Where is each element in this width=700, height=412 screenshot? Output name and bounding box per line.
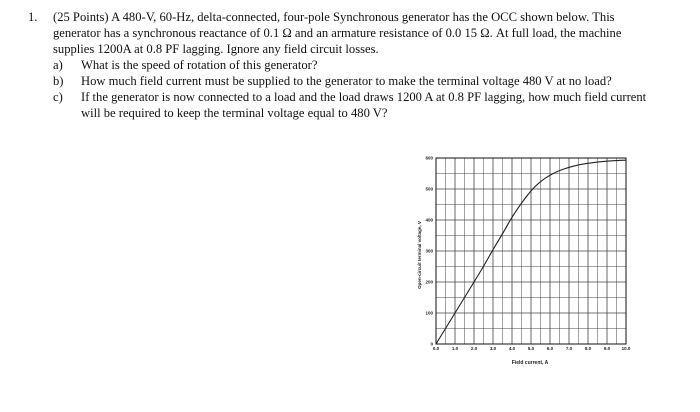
y-axis-label: Open-circuit terminal voltage, V bbox=[417, 221, 422, 289]
part-b-letter: b) bbox=[53, 74, 64, 88]
part-a-letter: a) bbox=[53, 58, 63, 72]
y-tick-label: 0 bbox=[430, 341, 433, 347]
part-c-letter: c) bbox=[53, 90, 63, 104]
y-tick-label: 600 bbox=[425, 155, 433, 161]
x-tick-label: 1.0 bbox=[451, 346, 459, 351]
part-a-text: What is the speed of rotation of this generator? bbox=[81, 58, 318, 72]
x-tick-label: 7.0 bbox=[565, 346, 573, 351]
x-tick-label: 4.0 bbox=[508, 346, 516, 351]
part-b-text: How much field current must be supplied to the generator to make the terminal voltage 480 V at no load? bbox=[81, 74, 612, 88]
x-tick-label: 10.0 bbox=[621, 346, 631, 351]
y-tick-label: 300 bbox=[425, 248, 433, 254]
x-tick-label: 2.0 bbox=[470, 346, 478, 351]
x-tick-label: 5.0 bbox=[527, 346, 535, 351]
x-tick-label: 9.0 bbox=[603, 346, 611, 351]
problem-number: 1. bbox=[28, 10, 38, 24]
problem-statement: (25 Points) A 480-V, 60-Hz, delta-connected, four-pole Synchronous generator has the OCC shown below. This generator has a synchronous reactance of 0.1 Ω and an armature resistance of 0.0 15 Ω. At full load, the machine supplies 1200A at 0.8 PF lagging. Ignore any field circuit losses. bbox=[53, 10, 622, 56]
x-tick-label: 3.0 bbox=[489, 346, 497, 351]
y-tick-label: 500 bbox=[425, 186, 433, 192]
grid-lines bbox=[436, 158, 626, 344]
part-c-text: If the generator is now connected to a load and the load draws 1200 A at 0.8 PF lagging, how much field current will be required to keep the terminal voltage equal to 480 V? bbox=[81, 90, 647, 120]
y-tick-label: 400 bbox=[425, 217, 433, 223]
tick-labels bbox=[425, 156, 630, 352]
y-tick-label: 100 bbox=[425, 310, 433, 316]
x-tick-label: 0.0 bbox=[432, 346, 440, 351]
x-tick-label: 6.0 bbox=[546, 346, 554, 351]
x-tick-label: 8.0 bbox=[584, 346, 592, 351]
x-axis-label: Field current, A bbox=[511, 360, 549, 366]
y-tick-label: 200 bbox=[425, 279, 433, 285]
